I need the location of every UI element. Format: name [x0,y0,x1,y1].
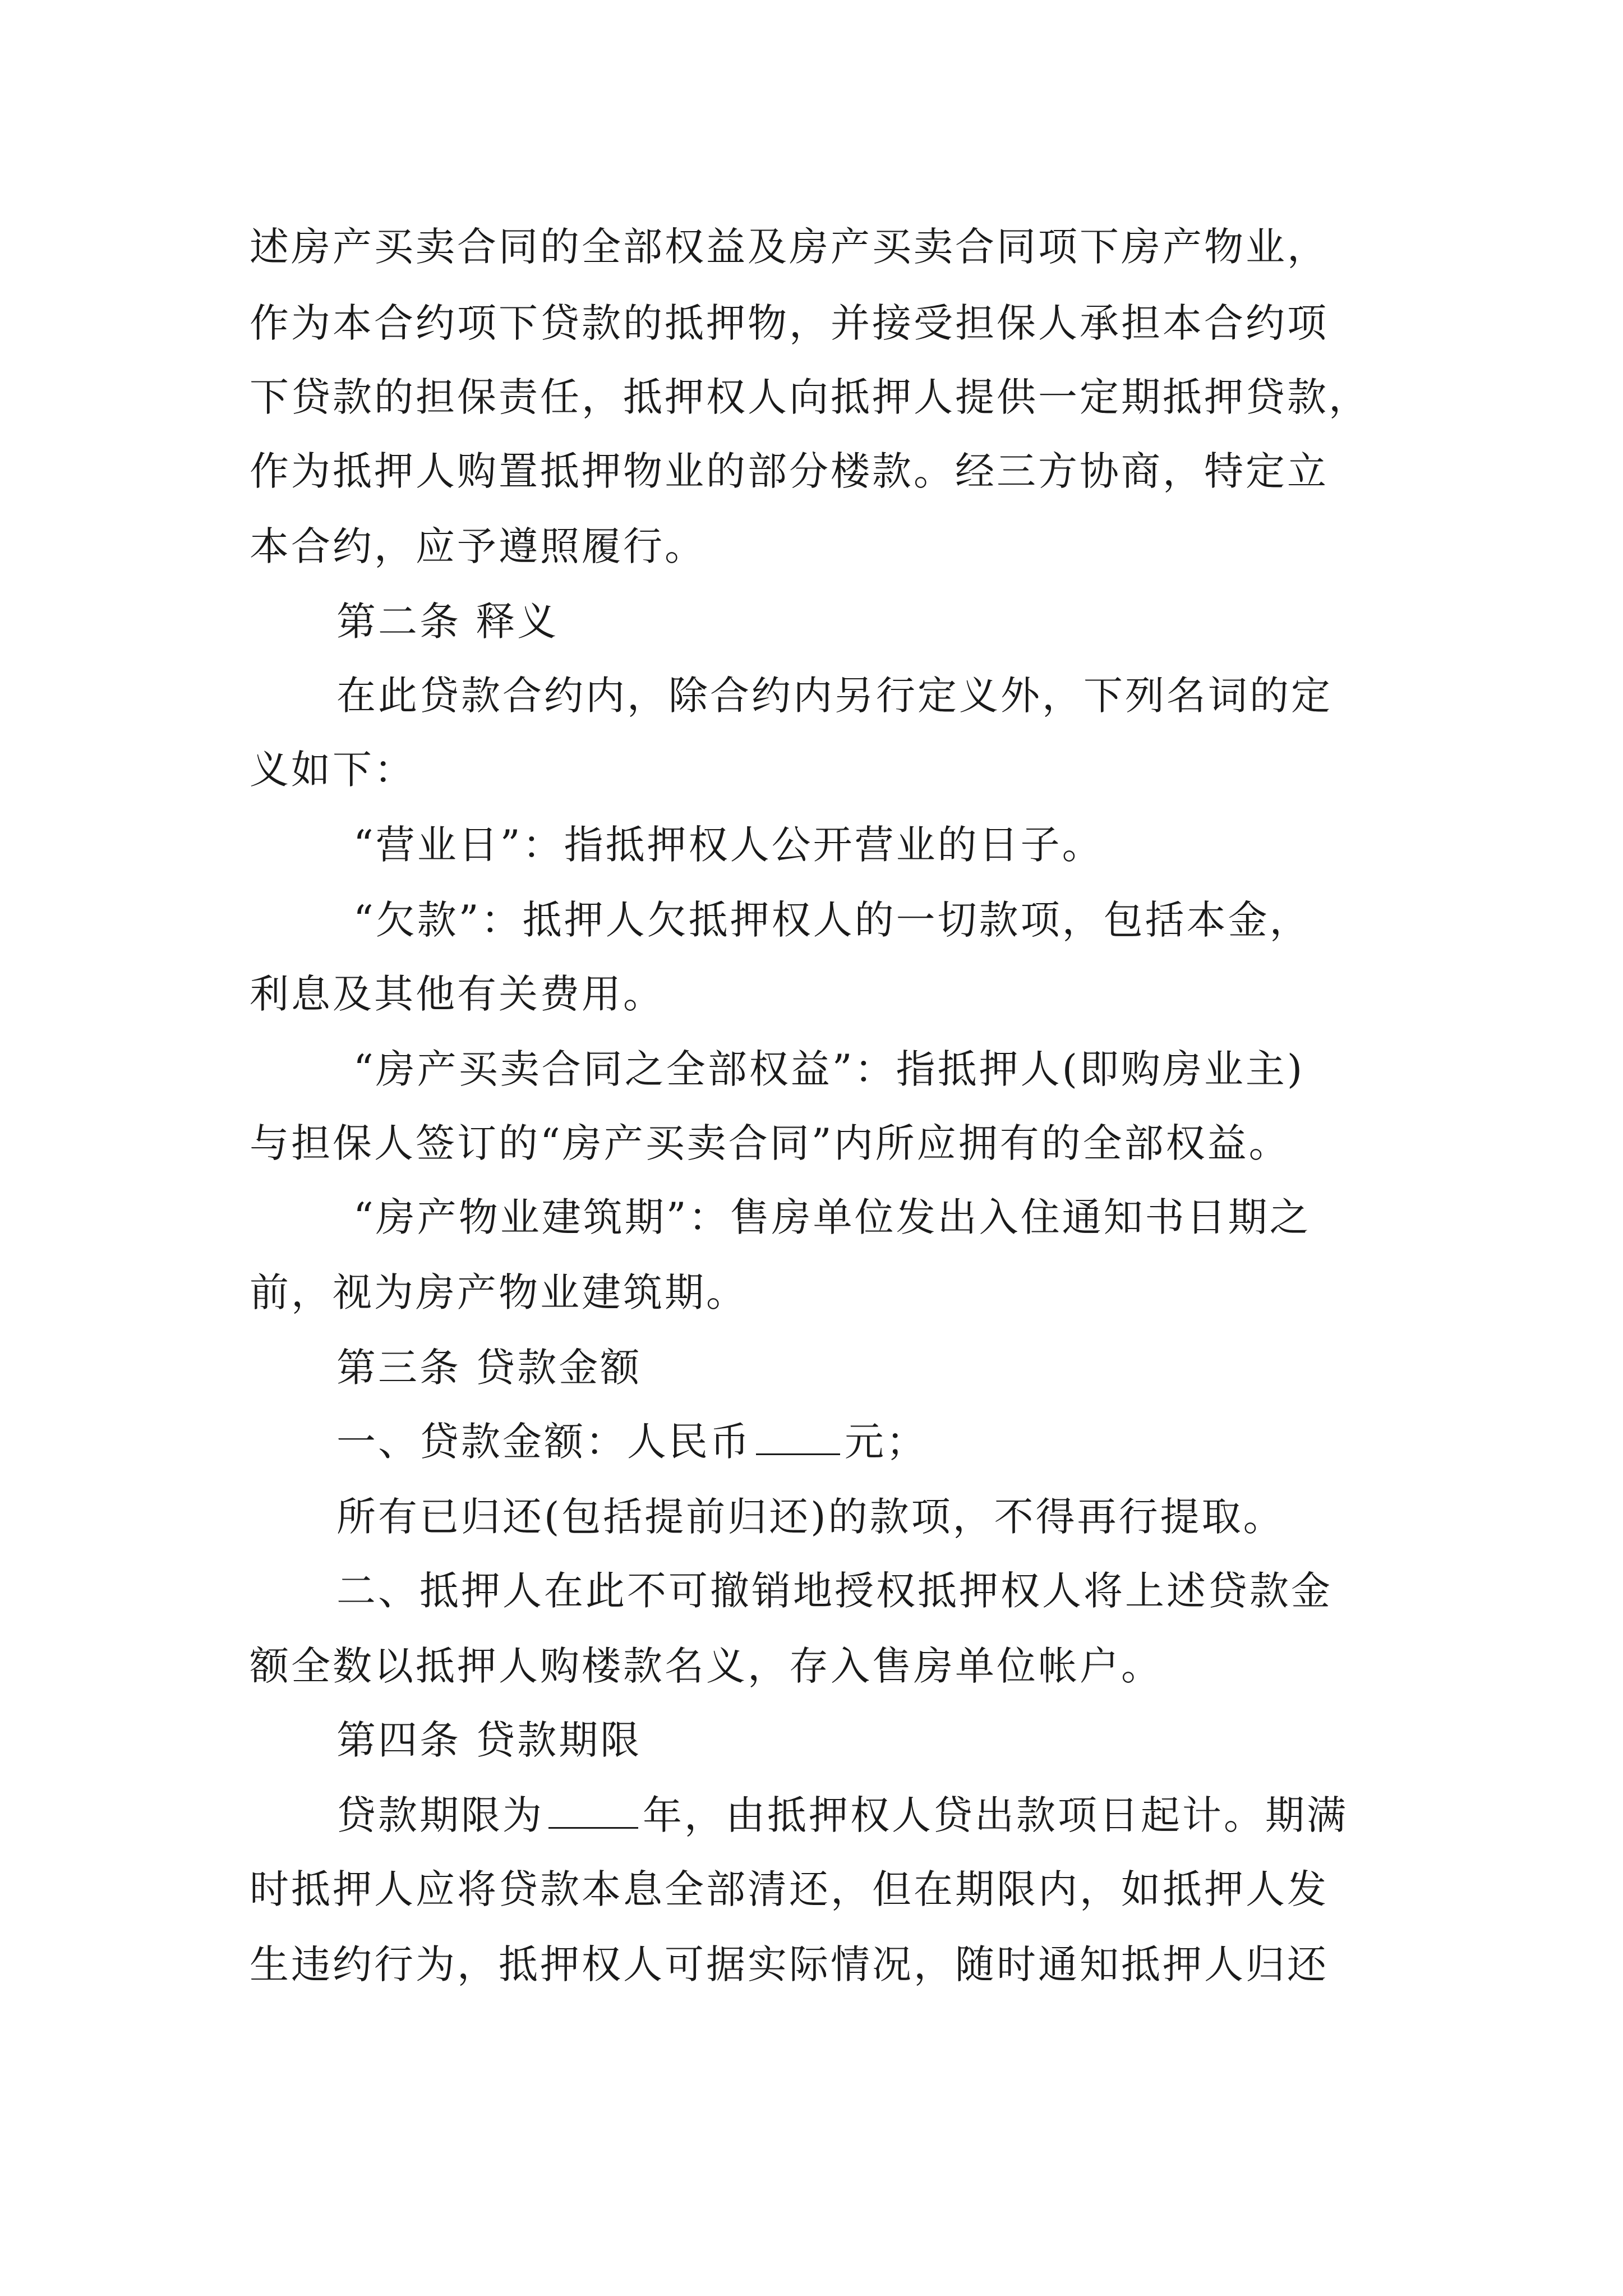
paragraph-line: 生违约行为，抵押权人可据实际情况，随时通知抵押人归还 [250,1941,1329,1987]
term-blank [548,1793,638,1829]
paragraph-line: 本合约，应予遵照履行。 [250,523,706,569]
paragraph-line: 时抵押人应将贷款本息全部清还，但在期限内，如抵押人发 [250,1866,1329,1912]
article-heading: 第二条 释义 [336,599,559,645]
term-line [336,1787,1348,1843]
article-heading: 第四条 贷款期限 [336,1717,642,1763]
definition-line: “欠款”：抵押人欠抵押权人的一切款项，包括本金， [353,897,1311,943]
paragraph-line: 在此贷款合约内，除合约内另行定义外，下列名词的定 [336,673,1332,719]
term-prefix: 贷款期限为 [336,1792,544,1838]
paragraph-line: 前，视为房产物业建筑期。 [250,1269,748,1315]
paragraph-line: 义如下： [250,747,416,793]
paragraph-line: 额全数以抵押人购楼款名义，存入售房单位帐户。 [250,1643,1163,1689]
amount-suffix: 元； [845,1419,928,1465]
paragraph-line: 与担保人签订的“房产买卖合同”内所应拥有的全部权益。 [250,1120,1290,1166]
paragraph-line: 述房产买卖合同的全部权益及房产买卖合同项下房产物业， [250,224,1329,270]
paragraph-line: 作为抵押人购置抵押物业的部分楼款。经三方协商，特定立 [250,448,1329,494]
term-suffix: 年，由抵押权人贷出款项日起计。期满 [643,1792,1348,1838]
paragraph-line: 作为本合约项下贷款的抵押物，并接受担保人承担本合约项 [250,300,1329,346]
amount-prefix: 一、贷款金额：人民币 [336,1419,751,1465]
article-heading: 第三条 贷款金额 [336,1345,642,1391]
definition-line: “营业日”：指抵押权人公开营业的日子。 [353,822,1104,868]
definition-line: “房产物业建筑期”：售房单位发出入住通知书日期之 [353,1194,1311,1240]
paragraph-line: 二、抵押人在此不可撤销地授权抵押权人将上述贷款金 [336,1568,1332,1614]
paragraph-line: 利息及其他有关费用。 [250,971,665,1017]
definition-line: “房产买卖合同之全部权益”：指抵押人(即购房业主) [353,1046,1305,1092]
amount-line [336,1414,928,1470]
paragraph-line: 所有已归还(包括提前归还)的款项，不得再行提取。 [336,1494,1285,1540]
amount-blank [756,1420,840,1455]
paragraph-line: 下贷款的担保责任，抵押权人向抵押人提供一定期抵押贷款， [250,374,1370,420]
